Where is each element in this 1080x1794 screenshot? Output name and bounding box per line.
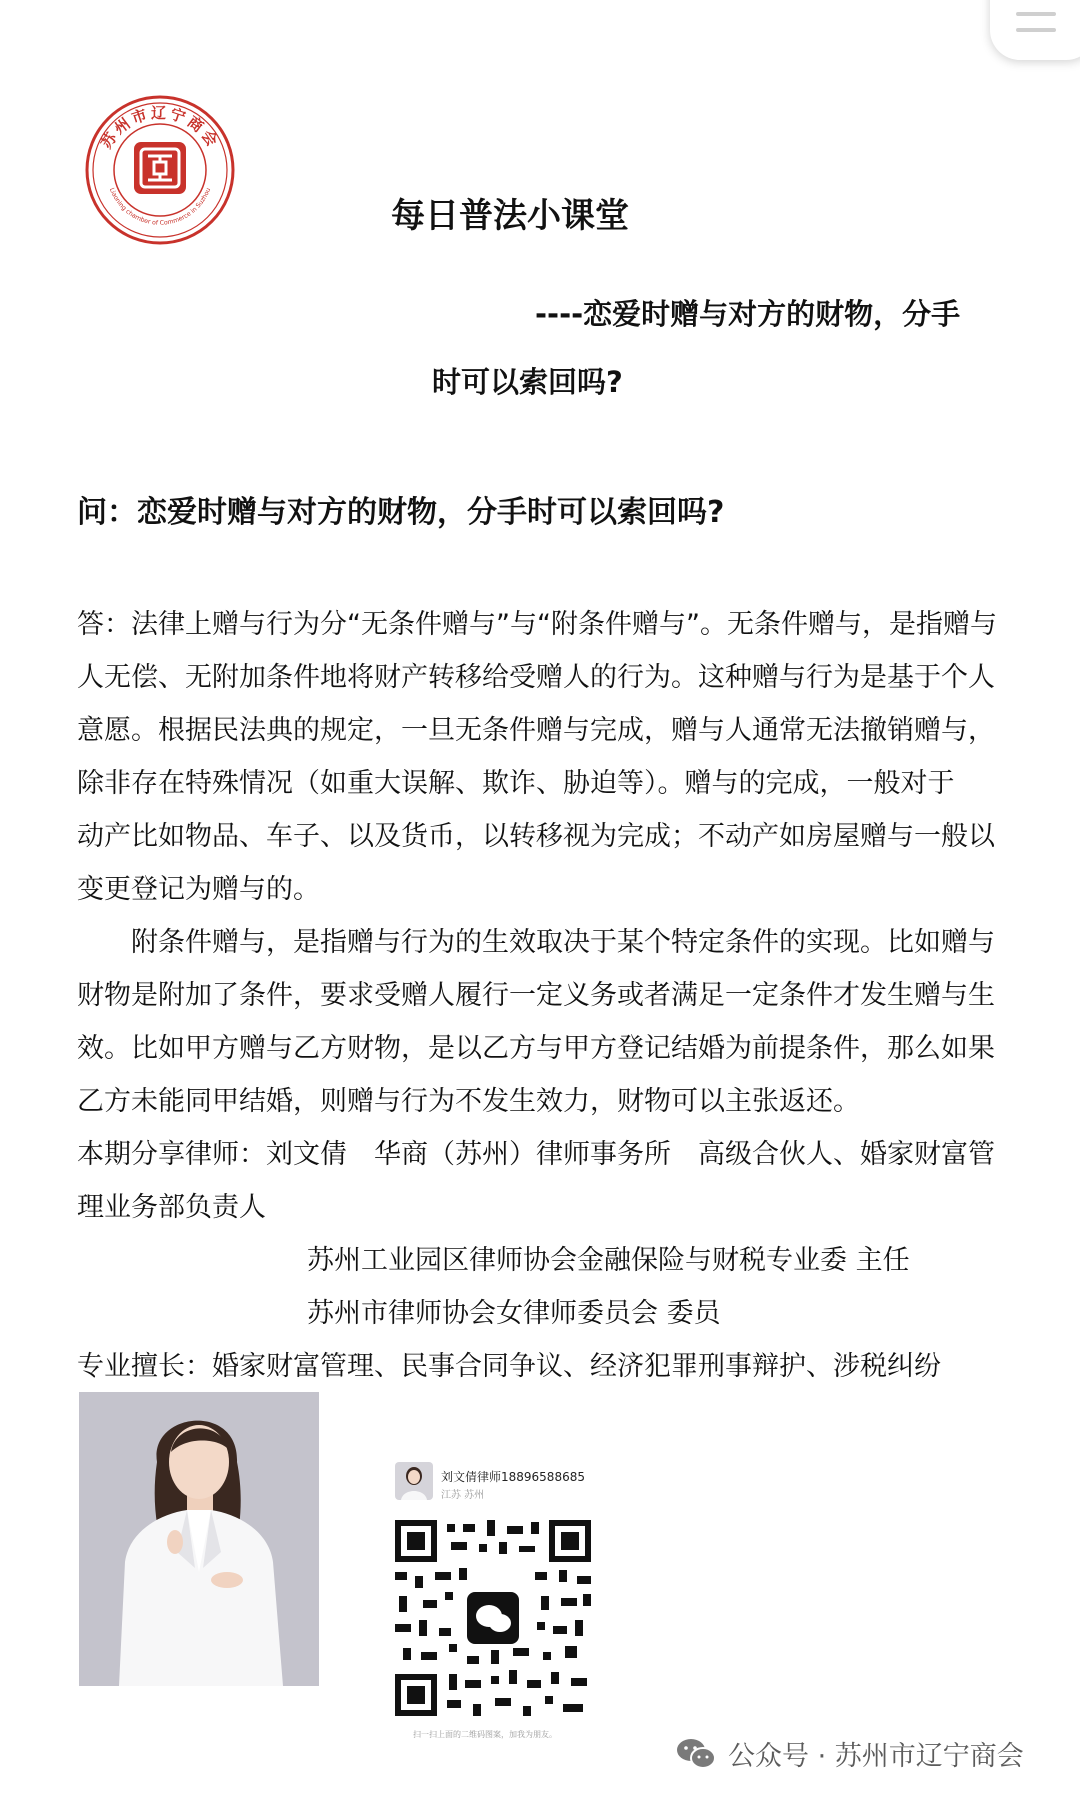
lawyer-line: 理业务部负责人	[77, 1192, 266, 1223]
page-title: 每日普法小课堂	[391, 196, 629, 236]
body-line: 除非存在特殊情况（如重大误解、欺诈、胁迫等）。赠与的完成，一般对于	[77, 768, 955, 799]
question: 问：恋爱时赠与对方的财物，分手时可以索回吗?	[77, 495, 725, 530]
qr-owner-location: 江苏 苏州	[441, 1490, 485, 1501]
menu-icon-bar	[1016, 28, 1056, 32]
qr-owner-name: 刘文倩律师18896588685	[441, 1470, 585, 1484]
svg-text:Liaoning chamber of Commerce i: Liaoning chamber of Commerce in Suzhou	[107, 187, 213, 227]
subtitle-line-2: 时可以索回吗?	[432, 365, 623, 399]
subtitle-line-1: ----恋爱时赠与对方的财物，分手	[535, 297, 961, 331]
body-line: 乙方未能同甲结婚，则赠与行为不发生效力，财物可以主张返还。	[77, 1086, 860, 1117]
body-line: 意愿。根据民法典的规定，一旦无条件赠与完成，赠与人通常无法撤销赠与，	[77, 715, 995, 746]
qr-code	[395, 1520, 591, 1716]
body-line: 动产比如物品、车子、以及货币，以转移视为完成；不动产如房屋赠与一般以	[77, 821, 995, 852]
menu-icon	[1016, 12, 1056, 16]
lawyer-photo	[79, 1392, 319, 1686]
body-line: 附条件赠与，是指赠与行为的生效取决于某个特定条件的实现。比如赠与	[131, 927, 995, 958]
svg-text:苏州市辽宁商会: 苏州市辽宁商会	[97, 104, 223, 152]
watermark	[676, 1734, 1024, 1773]
menu-button[interactable]	[990, 0, 1080, 60]
qr-avatar	[395, 1462, 433, 1500]
qr-card	[395, 1462, 595, 1742]
wechat-icon	[676, 1737, 716, 1771]
body-line: 人无偿、无附加条件地将财产转移给受赠人的行为。这种赠与行为是基于个人	[77, 662, 995, 693]
lawer-line: 本期分享律师：刘文倩 华商（苏州）律师事务所 高级合伙人、婚家财富管	[77, 1139, 995, 1170]
qr-caption: 扫一扫上面的二维码图案，加我为朋友。	[413, 1730, 557, 1739]
body-line: 财物是附加了条件，要求受赠人履行一定义务或者满足一定条件才发生赠与生	[77, 980, 995, 1011]
body-line: 变更登记为赠与的。	[77, 874, 320, 905]
lawyer-title: 苏州市律师协会女律师委员会 委员	[307, 1298, 721, 1329]
lawyer-title: 苏州工业园区律师协会金融保险与财税专业委 主任	[307, 1245, 910, 1276]
body-line: 效。比如甲方赠与乙方财物，是以乙方与甲方登记结婚为前提条件，那么如果	[77, 1033, 995, 1064]
expertise-line: 专业擅长：婚家财富管理、民事合同争议、经济犯罪刑事辩护、涉税纠纷	[77, 1351, 941, 1382]
chamber-logo	[84, 94, 236, 246]
body-line: 答：法律上赠与行为分“无条件赠与”与“附条件赠与”。无条件赠与，是指赠与	[77, 609, 997, 640]
watermark-text: 公众号 · 苏州市辽宁商会	[728, 1741, 1024, 1772]
